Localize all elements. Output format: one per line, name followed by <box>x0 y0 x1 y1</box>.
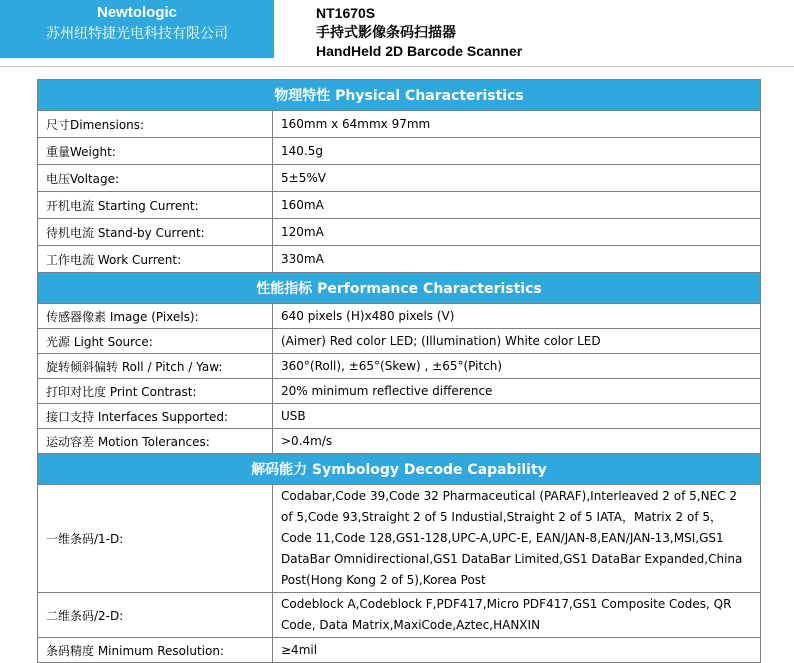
product-title-cn: 手持式影像条码扫描器 <box>316 24 456 40</box>
row-value: USB <box>273 404 761 429</box>
brand-name-en: Newtologic <box>96 4 177 21</box>
table-row <box>38 354 761 379</box>
row-value: Codeblock A,Codeblock F,PDF417,Micro PDF417,GS1 Composite Codes, QR Code, Data Matrix,MaxiCode,Aztec,HANXIN <box>273 593 761 638</box>
spec-table <box>37 79 761 663</box>
row-label: 条码精度 Minimum Resolution: <box>38 638 273 663</box>
row-label: 接口支持 Interfaces Supported: <box>38 404 273 429</box>
section-header-performance <box>38 273 761 304</box>
section-title: 物理特性 Physical Characteristics <box>38 80 761 111</box>
row-value: 160mm x 64mmx 97mm <box>273 111 761 138</box>
header-divider <box>0 66 794 67</box>
row-label: 运动容差 Motion Tolerances: <box>38 429 273 454</box>
row-label: 旋转倾斜偏转 Roll / Pitch / Yaw: <box>38 354 273 379</box>
row-label: 尺寸Dimensions: <box>38 111 273 138</box>
row-label: 传感器像素 Image (Pixels): <box>38 304 273 329</box>
product-model: NT1670S <box>316 5 376 21</box>
table-row <box>38 246 761 273</box>
brand-name-cn: 苏州纽特捷光电科技有限公司 <box>46 26 228 42</box>
product-title <box>316 4 522 61</box>
row-label: 待机电流 Stand-by Current: <box>38 219 273 246</box>
table-row <box>38 429 761 454</box>
table-row <box>38 165 761 192</box>
row-value: 330mA <box>273 246 761 273</box>
row-label: 打印对比度 Print Contrast: <box>38 379 273 404</box>
table-row <box>38 485 761 593</box>
row-value: (Aimer) Red color LED; (Illumination) White color LED <box>273 329 761 354</box>
table-row <box>38 329 761 354</box>
row-label: 电压Voltage: <box>38 165 273 192</box>
table-row <box>38 219 761 246</box>
table-row <box>38 638 761 663</box>
row-value: 20% minimum reflective difference <box>273 379 761 404</box>
row-label: 工作电流 Work Current: <box>38 246 273 273</box>
row-value: 5±5%V <box>273 165 761 192</box>
table-row <box>38 379 761 404</box>
table-row <box>38 304 761 329</box>
row-value: ≥4mil <box>273 638 761 663</box>
brand-banner <box>0 0 274 58</box>
row-label: 一维条码/1-D: <box>38 485 273 593</box>
section-title: 解码能力 Symbology Decode Capability <box>38 454 761 485</box>
row-value: 640 pixels (H)x480 pixels (V) <box>273 304 761 329</box>
section-header-symbology <box>38 454 761 485</box>
row-value: 120mA <box>273 219 761 246</box>
table-row <box>38 111 761 138</box>
row-value: >0.4m/s <box>273 429 761 454</box>
row-label: 二维条码/2-D: <box>38 593 273 638</box>
table-row <box>38 593 761 638</box>
row-value: 360°(Roll), ±65°(Skew) , ±65°(Pitch) <box>273 354 761 379</box>
section-title: 性能指标 Performance Characteristics <box>38 273 761 304</box>
section-header-physical <box>38 80 761 111</box>
table-row <box>38 138 761 165</box>
row-value: 140.5g <box>273 138 761 165</box>
row-value: 160mA <box>273 192 761 219</box>
table-row <box>38 192 761 219</box>
row-label: 开机电流 Starting Current: <box>38 192 273 219</box>
row-label: 光源 Light Source: <box>38 329 273 354</box>
row-label: 重量Weight: <box>38 138 273 165</box>
table-row <box>38 404 761 429</box>
product-title-en: HandHeld 2D Barcode Scanner <box>316 43 523 59</box>
row-value: Codabar,Code 39,Code 32 Pharmaceutical (PARAF),Interleaved 2 of 5,NEC 2 of 5,Code 93,Straight 2 of 5 Industial,Straight 2 of 5 IATA，Matrix 2 of 5，Code 11,Code 128,GS1-128,UPC-A,UPC-E, EAN/JAN-8,EAN/JAN-13,MSI,GS1 DataBar Omnidirectional,GS1 DataBar Limited,GS1 DataBar Expanded,China Post(Hong Kong 2 of 5),Korea Post <box>273 485 761 593</box>
